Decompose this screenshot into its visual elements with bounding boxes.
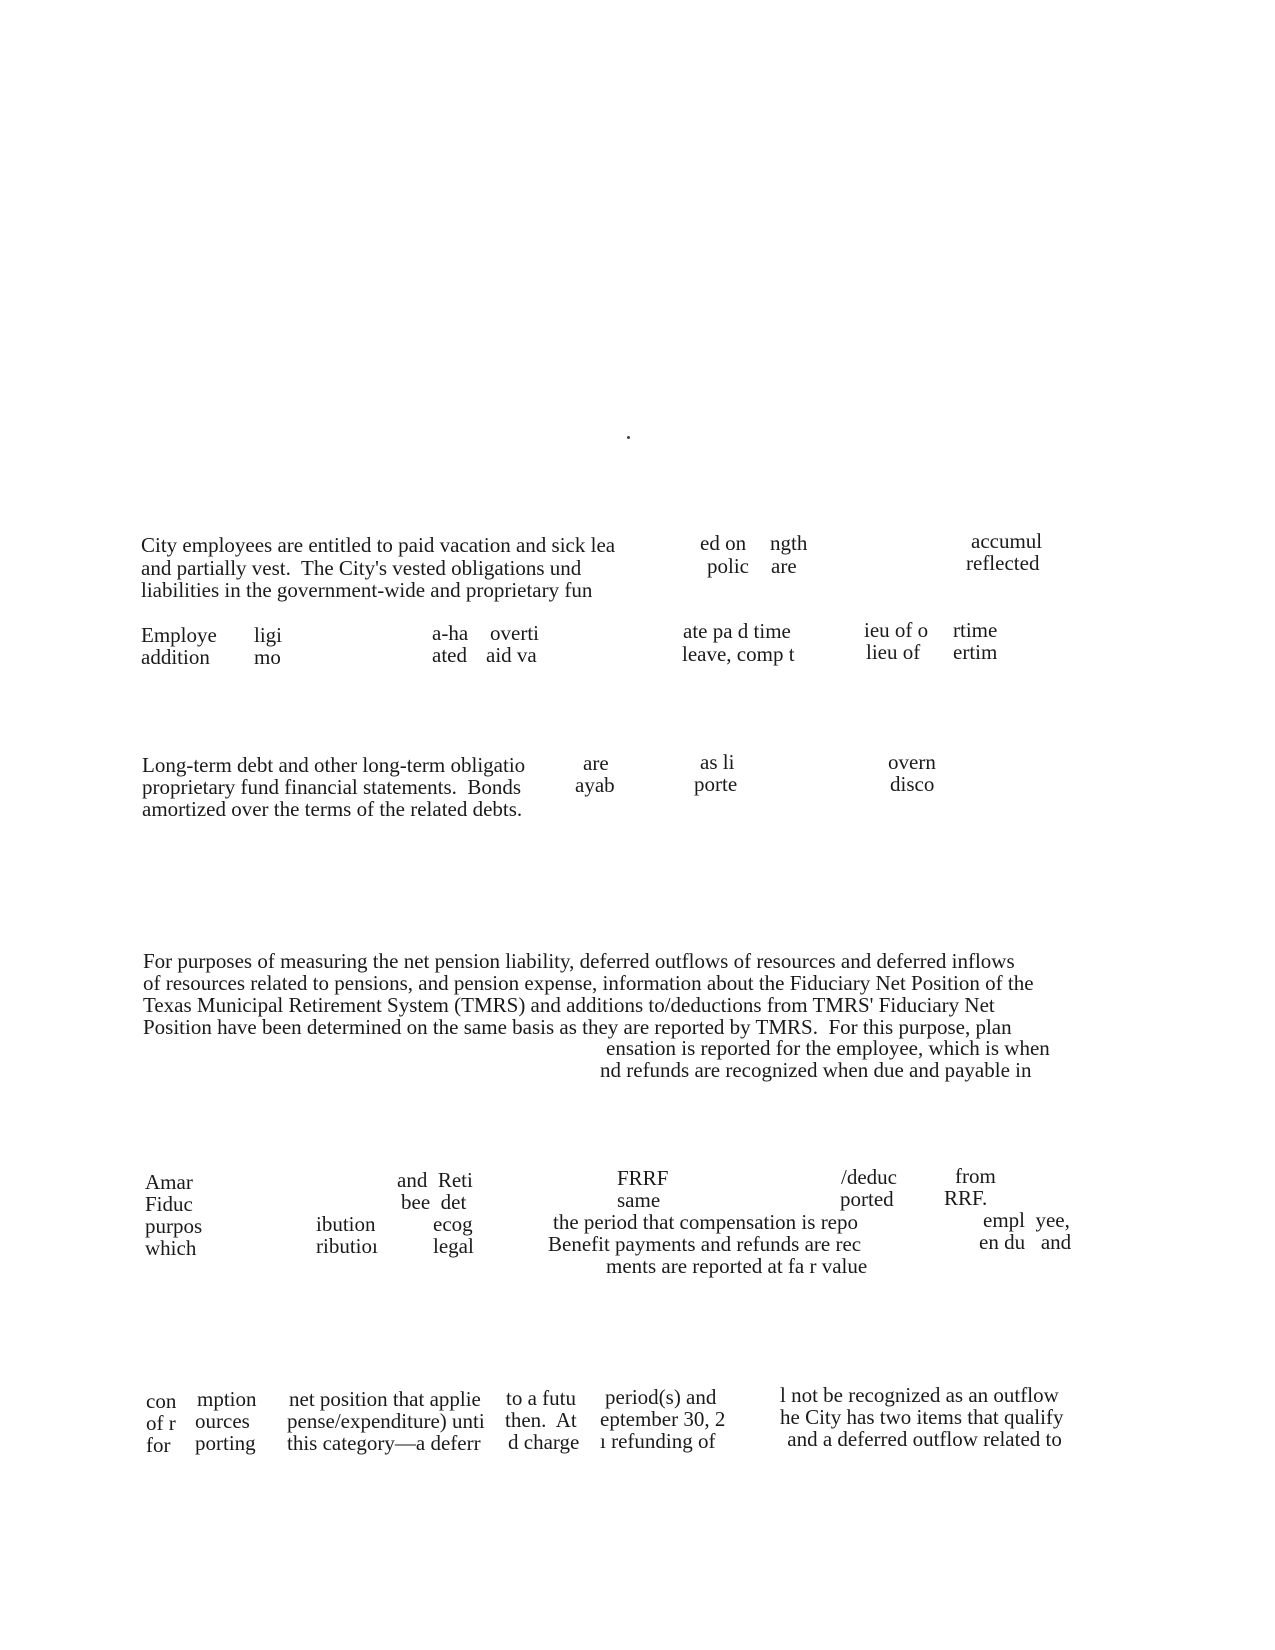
text-fragment: disco bbox=[890, 772, 935, 796]
text-fragment: period(s) and bbox=[605, 1385, 717, 1409]
text-fragment: the period that compensation is repo bbox=[553, 1210, 859, 1234]
text-fragment: Fiduc bbox=[145, 1192, 193, 1216]
text-fragment: leave, comp t bbox=[682, 642, 795, 666]
text-fragment: ed on bbox=[700, 531, 747, 555]
text-fragment: porte bbox=[694, 772, 738, 796]
text-fragment: mption bbox=[197, 1387, 257, 1411]
text-fragment: nd refunds are recognized when due and payable in bbox=[600, 1058, 1032, 1082]
text-fragment: for bbox=[146, 1433, 171, 1457]
text-fragment: ate pa d time bbox=[683, 619, 791, 643]
text-fragment: polic bbox=[707, 554, 749, 578]
text-fragment: Employe bbox=[141, 623, 217, 647]
text-fragment: porting bbox=[195, 1431, 256, 1455]
text-fragment: d charge bbox=[508, 1430, 580, 1454]
text-fragment: from bbox=[955, 1164, 996, 1188]
text-fragment: Amar bbox=[145, 1170, 193, 1194]
speck-mark bbox=[627, 436, 630, 439]
text-fragment: ı refunding of bbox=[600, 1429, 716, 1453]
text-fragment: to a futu bbox=[506, 1386, 576, 1410]
text-fragment: and partially vest. The City's vested obligations und bbox=[141, 556, 582, 580]
text-fragment: accumul bbox=[971, 529, 1043, 553]
text-fragment: Position have been determined on the same basis as they are reported by TMRS. For this purpose, plan bbox=[143, 1015, 1012, 1039]
text-fragment: net position that applie bbox=[289, 1387, 481, 1411]
text-fragment: then. At bbox=[505, 1408, 577, 1432]
text-fragment: ensation is reported for the employee, which is when bbox=[606, 1036, 1050, 1060]
text-fragment: ecog bbox=[433, 1212, 473, 1236]
text-fragment: mo bbox=[254, 645, 281, 669]
text-fragment: which bbox=[145, 1236, 197, 1260]
text-fragment: FRRF bbox=[617, 1166, 669, 1190]
text-fragment: ported bbox=[840, 1187, 894, 1211]
text-fragment: City employees are entitled to paid vacation and sick lea bbox=[141, 533, 616, 557]
text-fragment: a-ha bbox=[432, 621, 469, 645]
text-fragment: addition bbox=[141, 645, 210, 669]
text-fragment: purpos bbox=[145, 1214, 203, 1238]
text-fragment: legal bbox=[433, 1234, 474, 1258]
text-fragment: he City has two items that qualify bbox=[780, 1405, 1064, 1429]
text-fragment: ated bbox=[432, 643, 467, 667]
text-fragment: For purposes of measuring the net pension liability, deferred outflows of resources and deferred inflows bbox=[143, 949, 1015, 973]
text-fragment: are bbox=[771, 554, 797, 578]
text-fragment: as li bbox=[700, 750, 735, 774]
text-fragment: liabilities in the government-wide and proprietary fun bbox=[141, 578, 593, 602]
text-fragment: ources bbox=[195, 1409, 250, 1433]
text-fragment: ieu of o bbox=[864, 618, 929, 642]
text-fragment: ligi bbox=[254, 623, 283, 647]
text-fragment: amortized over the terms of the related debts. bbox=[142, 797, 523, 821]
text-fragment: /deduc bbox=[841, 1165, 897, 1189]
text-fragment: proprietary fund financial statements. Bonds bbox=[142, 775, 522, 799]
text-fragment: ertim bbox=[953, 640, 998, 664]
text-fragment: overn bbox=[888, 750, 936, 774]
text-fragment: con bbox=[146, 1389, 177, 1413]
text-fragment: rtime bbox=[953, 618, 998, 642]
text-fragment: Benefit payments and refunds are rec bbox=[548, 1232, 862, 1256]
text-fragment: overti bbox=[490, 621, 539, 645]
text-fragment: aid va bbox=[486, 643, 537, 667]
text-fragment: ngth bbox=[770, 531, 808, 555]
text-fragment: ayab bbox=[575, 773, 615, 797]
text-fragment: Long-term debt and other long-term obligatio bbox=[142, 753, 526, 777]
text-fragment: same bbox=[617, 1188, 661, 1212]
text-fragment: en du and bbox=[979, 1230, 1072, 1254]
text-fragment: Texas Municipal Retirement System (TMRS) and additions to/deductions from TMRS' Fiduciary Net bbox=[143, 993, 995, 1017]
text-fragment: ributioı bbox=[316, 1234, 378, 1258]
text-fragment: lieu of bbox=[866, 640, 921, 664]
text-fragment: ibution bbox=[316, 1212, 376, 1236]
text-fragment: pense/expenditure) unti bbox=[287, 1409, 485, 1433]
text-fragment: ments are reported at fa r value bbox=[606, 1254, 868, 1278]
text-fragment: and Reti bbox=[397, 1168, 473, 1192]
text-fragment: eptember 30, 2 bbox=[600, 1407, 726, 1431]
text-fragment: empl yee, bbox=[983, 1208, 1070, 1232]
text-fragment: are bbox=[583, 751, 609, 775]
text-fragment: of r bbox=[146, 1411, 176, 1435]
text-fragment: l not be recognized as an outflow bbox=[780, 1383, 1059, 1407]
text-fragment: RRF. bbox=[944, 1186, 988, 1210]
text-fragment: bee det bbox=[401, 1190, 467, 1214]
text-fragment: of resources related to pensions, and pension expense, information about the Fiduciary Net Position of the bbox=[143, 971, 1034, 995]
text-fragment: this category—a deferr bbox=[287, 1431, 481, 1455]
text-fragment: and a deferred outflow related to bbox=[782, 1427, 1062, 1451]
text-fragment: reflected bbox=[966, 551, 1040, 575]
